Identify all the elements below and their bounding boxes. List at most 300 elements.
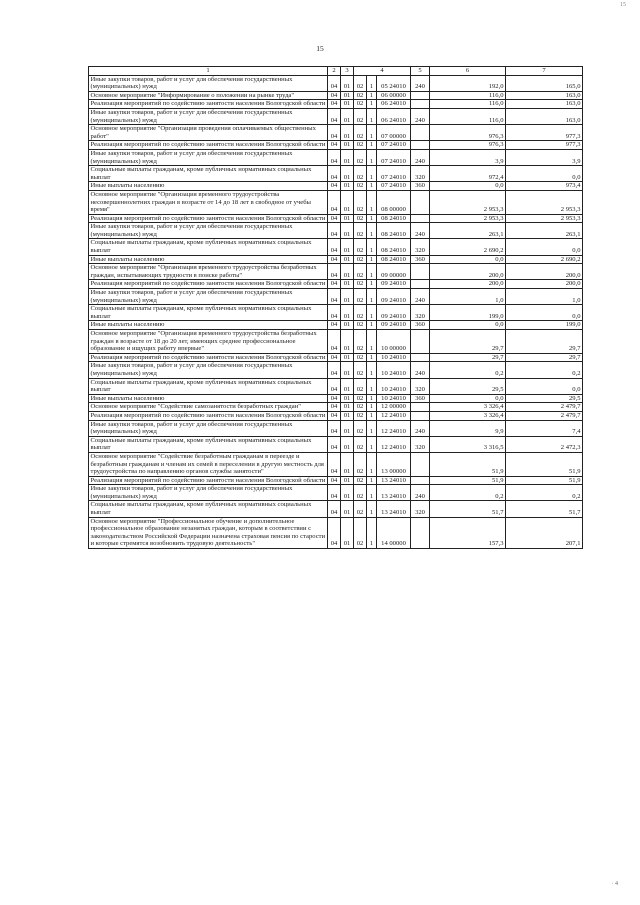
row-value-6: 1,0 [430,289,506,305]
row-value-7: 0,0 [506,305,583,321]
row-code-4-item: 07 24010 [377,166,411,182]
row-code-4-item: 10 00000 [377,330,411,354]
row-code-3: 01 [341,100,354,109]
header-col-5: 5 [411,67,430,76]
row-code-4-item: 08 24010 [377,239,411,255]
row-code-3: 01 [341,436,354,452]
row-code-4-subprogram: 1 [367,362,377,378]
row-value-6: 200,0 [430,264,506,280]
row-code-4-item: 07 24010 [377,182,411,191]
row-code-4-item: 05 24010 [377,75,411,91]
row-value-6: 51,9 [430,452,506,476]
row-code-5 [411,214,430,223]
table-row [89,411,583,420]
row-code-3: 01 [341,149,354,165]
row-value-7: 0,0 [506,166,583,182]
row-value-6: 3 316,5 [430,436,506,452]
row-code-4-item: 12 24010 [377,436,411,452]
row-value-7: 51,7 [506,501,583,517]
table-row [89,141,583,150]
table-row [89,125,583,141]
row-name: Иные выплаты населению [89,394,328,403]
row-code-5 [411,190,430,214]
row-code-4-subprogram: 1 [367,255,377,264]
row-code-4-item: 13 24010 [377,485,411,501]
table-row [89,264,583,280]
table-row [89,517,583,548]
row-code-3: 01 [341,362,354,378]
row-code-5: 320 [411,436,430,452]
row-value-6: 2 690,2 [430,239,506,255]
row-name: Основное мероприятие "Организация временного трудоустройства несовершеннолетних граждан в возрасте от 14 до 18 лет в свободное от учебы время" [89,190,328,214]
row-name: Реализация мероприятий по содействию занятости населения Вологодской области [89,214,328,223]
row-code-4-item: 06 24010 [377,108,411,124]
row-code-3: 01 [341,75,354,91]
row-value-6: 157,3 [430,517,506,548]
row-code-2: 04 [328,141,341,150]
row-code-4-program: 02 [354,517,367,548]
row-code-4-item: 07 24010 [377,141,411,150]
row-code-4-subprogram: 1 [367,476,377,485]
row-code-4-subprogram: 1 [367,239,377,255]
row-value-7: 2 953,3 [506,190,583,214]
row-code-4-subprogram: 1 [367,223,377,239]
row-code-5: 320 [411,501,430,517]
row-code-5 [411,476,430,485]
row-code-5 [411,125,430,141]
row-code-4-subprogram: 1 [367,452,377,476]
table-header-row [89,67,583,76]
row-code-4-subprogram: 1 [367,485,377,501]
row-code-5: 240 [411,420,430,436]
row-code-5: 240 [411,108,430,124]
row-code-4-program: 02 [354,452,367,476]
row-value-7: 0,2 [506,362,583,378]
row-code-4-item: 09 00000 [377,264,411,280]
row-value-7: 2 472,3 [506,436,583,452]
table-row [89,362,583,378]
header-col-4: 4 [354,67,411,76]
row-code-3: 01 [341,223,354,239]
row-name: Иные закупки товаров, работ и услуг для обеспечения государственных (муниципальных) нужд [89,362,328,378]
row-code-5 [411,403,430,412]
row-code-3: 01 [341,280,354,289]
row-name: Иные закупки товаров, работ и услуг для обеспечения государственных (муниципальных) нужд [89,149,328,165]
row-value-7: 2 479,7 [506,411,583,420]
table-row [89,330,583,354]
row-code-2: 04 [328,321,341,330]
row-name: Основное мероприятие "Организация временного трудоустройства безработных граждан в возрасте от 18 до 20 лет, имеющих среднее профессиональное образование и ищущих работу впервые" [89,330,328,354]
table-row [89,305,583,321]
row-code-2: 04 [328,149,341,165]
row-value-6: 51,9 [430,476,506,485]
row-code-3: 01 [341,182,354,191]
row-value-6: 263,1 [430,223,506,239]
row-code-4-item: 08 24010 [377,223,411,239]
row-code-5 [411,411,430,420]
row-code-4-item: 12 24010 [377,420,411,436]
table-row [89,182,583,191]
table-body [89,75,583,548]
row-code-3: 01 [341,289,354,305]
row-value-6: 3 326,4 [430,411,506,420]
row-code-4-item: 07 24010 [377,149,411,165]
row-code-4-subprogram: 1 [367,378,377,394]
row-code-4-item: 10 24010 [377,353,411,362]
row-code-4-subprogram: 1 [367,394,377,403]
row-code-2: 04 [328,182,341,191]
row-code-4-subprogram: 1 [367,264,377,280]
row-code-4-program: 02 [354,255,367,264]
row-code-4-subprogram: 1 [367,125,377,141]
row-code-3: 01 [341,125,354,141]
table-row [89,452,583,476]
row-code-2: 04 [328,100,341,109]
table-row [89,239,583,255]
row-value-6: 116,0 [430,100,506,109]
row-code-4-subprogram: 1 [367,289,377,305]
row-value-6: 116,0 [430,108,506,124]
row-code-2: 04 [328,108,341,124]
row-code-4-program: 02 [354,394,367,403]
row-value-6: 192,0 [430,75,506,91]
row-value-7: 977,3 [506,141,583,150]
row-name: Иные выплаты населению [89,255,328,264]
row-code-4-program: 02 [354,362,367,378]
corner-mark: 15 [620,2,626,8]
row-code-3: 01 [341,353,354,362]
row-code-4-program: 02 [354,501,367,517]
row-code-2: 04 [328,214,341,223]
row-value-7: 163,0 [506,108,583,124]
row-code-4-program: 02 [354,108,367,124]
row-code-3: 01 [341,452,354,476]
row-code-4-item: 06 00000 [377,91,411,100]
table-row [89,100,583,109]
row-code-3: 01 [341,108,354,124]
row-code-4-program: 02 [354,100,367,109]
row-code-4-program: 02 [354,141,367,150]
row-name: Реализация мероприятий по содействию занятости населения Вологодской области [89,411,328,420]
table-row [89,485,583,501]
row-code-4-program: 02 [354,436,367,452]
row-code-2: 04 [328,75,341,91]
row-code-4-program: 02 [354,190,367,214]
table-row [89,403,583,412]
row-value-6: 2 953,3 [430,190,506,214]
row-code-3: 01 [341,403,354,412]
row-name: Реализация мероприятий по содействию занятости населения Вологодской области [89,476,328,485]
row-code-2: 04 [328,403,341,412]
row-code-4-subprogram: 1 [367,214,377,223]
row-code-5: 240 [411,223,430,239]
row-name: Иные закупки товаров, работ и услуг для обеспечения государственных (муниципальных) нужд [89,75,328,91]
row-name: Иные закупки товаров, работ и услуг для обеспечения государственных (муниципальных) нужд [89,108,328,124]
row-code-3: 01 [341,485,354,501]
row-code-2: 04 [328,239,341,255]
row-code-4-item: 09 24010 [377,305,411,321]
row-code-5: 240 [411,485,430,501]
row-value-7: 3,9 [506,149,583,165]
row-code-2: 04 [328,264,341,280]
row-code-3: 01 [341,394,354,403]
row-value-6: 0,0 [430,321,506,330]
table-row [89,149,583,165]
row-code-2: 04 [328,305,341,321]
row-code-4-program: 02 [354,411,367,420]
row-code-2: 04 [328,190,341,214]
row-code-4-item: 10 24010 [377,378,411,394]
row-code-3: 01 [341,264,354,280]
row-name: Иные закупки товаров, работ и услуг для обеспечения государственных (муниципальных) нужд [89,223,328,239]
row-code-4-item: 13 00000 [377,452,411,476]
row-name: Социальные выплаты гражданам, кроме публичных нормативных социальных выплат [89,305,328,321]
row-code-4-program: 02 [354,182,367,191]
row-code-2: 04 [328,420,341,436]
row-value-6: 51,7 [430,501,506,517]
row-code-2: 04 [328,452,341,476]
table-row [89,214,583,223]
row-code-4-item: 09 24010 [377,280,411,289]
row-value-6: 0,0 [430,255,506,264]
row-code-5: 360 [411,394,430,403]
row-code-4-program: 02 [354,125,367,141]
header-col-6: 6 [430,67,506,76]
row-name: Основное мероприятие "Организация проведения оплачиваемых общественных работ" [89,125,328,141]
row-value-6: 0,2 [430,485,506,501]
row-code-3: 01 [341,420,354,436]
row-value-6: 0,0 [430,182,506,191]
row-code-5: 240 [411,289,430,305]
row-code-4-subprogram: 1 [367,100,377,109]
row-value-6: 29,5 [430,378,506,394]
row-code-4-subprogram: 1 [367,190,377,214]
row-code-4-program: 02 [354,321,367,330]
row-value-7: 1,0 [506,289,583,305]
row-code-3: 01 [341,190,354,214]
row-value-7: 2 479,7 [506,403,583,412]
row-value-6: 3 326,4 [430,403,506,412]
row-code-4-subprogram: 1 [367,182,377,191]
row-code-4-program: 02 [354,149,367,165]
row-code-4-program: 02 [354,305,367,321]
table-row [89,75,583,91]
row-code-2: 04 [328,517,341,548]
row-code-4-item: 07 00000 [377,125,411,141]
table-row [89,190,583,214]
row-code-4-program: 02 [354,420,367,436]
row-value-7: 29,7 [506,330,583,354]
table-row [89,436,583,452]
row-code-3: 01 [341,214,354,223]
row-code-5 [411,452,430,476]
row-value-7: 163,0 [506,100,583,109]
row-code-4-program: 02 [354,223,367,239]
row-value-6: 116,0 [430,91,506,100]
row-name: Реализация мероприятий по содействию занятости населения Вологодской области [89,353,328,362]
row-name: Социальные выплаты гражданам, кроме публичных нормативных социальных выплат [89,436,328,452]
row-code-5 [411,100,430,109]
row-code-4-subprogram: 1 [367,141,377,150]
header-col-7: 7 [506,67,583,76]
row-code-4-program: 02 [354,476,367,485]
row-code-4-subprogram: 1 [367,75,377,91]
row-code-2: 04 [328,436,341,452]
row-code-3: 01 [341,330,354,354]
row-name: Основное мероприятие "Содействие безработным гражданам в переезде и безработным гражданам и членам их семей в переселении в другую местность для трудоустройства по направлению органов службы занятости" [89,452,328,476]
table-row [89,280,583,289]
table-row [89,420,583,436]
row-name: Социальные выплаты гражданам, кроме публичных нормативных социальных выплат [89,239,328,255]
row-code-4-subprogram: 1 [367,330,377,354]
row-code-5: 240 [411,362,430,378]
row-code-4-subprogram: 1 [367,403,377,412]
row-code-2: 04 [328,289,341,305]
row-code-2: 04 [328,476,341,485]
row-code-2: 04 [328,411,341,420]
row-code-3: 01 [341,239,354,255]
row-code-2: 04 [328,353,341,362]
row-code-3: 01 [341,305,354,321]
row-code-4-item: 10 24010 [377,394,411,403]
row-name: Основное мероприятие "Профессиональное обучение и дополнительное профессиональное образование незанятых граждан, которым в соответствии с законодательством Российской Федерации назначена страховая пенсия по старости и которые стремятся возобновить трудовую деятельность" [89,517,328,548]
table-row [89,223,583,239]
row-code-4-subprogram: 1 [367,436,377,452]
budget-table [88,66,583,549]
table-row [89,378,583,394]
row-code-3: 01 [341,166,354,182]
row-code-4-item: 13 24010 [377,501,411,517]
table-row [89,353,583,362]
row-code-3: 01 [341,321,354,330]
row-code-4-program: 02 [354,485,367,501]
row-code-5: 360 [411,255,430,264]
row-code-4-subprogram: 1 [367,305,377,321]
row-name: Реализация мероприятий по содействию занятости населения Вологодской области [89,100,328,109]
row-code-3: 01 [341,411,354,420]
row-code-5: 320 [411,305,430,321]
row-code-2: 04 [328,280,341,289]
row-value-6: 2 953,3 [430,214,506,223]
row-code-5 [411,141,430,150]
row-code-5: 240 [411,149,430,165]
header-col-2: 2 [328,67,341,76]
row-code-4-item: 13 24010 [377,476,411,485]
header-col-1: 1 [89,67,328,76]
row-code-3: 01 [341,517,354,548]
row-name: Социальные выплаты гражданам, кроме публичных нормативных социальных выплат [89,378,328,394]
row-code-5: 320 [411,166,430,182]
row-code-2: 04 [328,378,341,394]
row-code-4-subprogram: 1 [367,411,377,420]
row-value-7: 51,9 [506,476,583,485]
row-code-3: 01 [341,378,354,394]
page-number: 15 [316,44,324,53]
row-code-4-program: 02 [354,166,367,182]
footer-mark: · 4 [611,881,618,887]
row-code-4-program: 02 [354,280,367,289]
row-code-5 [411,517,430,548]
row-code-2: 04 [328,362,341,378]
row-code-4-item: 08 24010 [377,255,411,264]
table-row [89,394,583,403]
row-name: Основное мероприятие "Информирование о положении на рынке труда" [89,91,328,100]
row-value-7: 207,1 [506,517,583,548]
row-code-4-program: 02 [354,330,367,354]
row-value-7: 199,0 [506,321,583,330]
row-code-4-program: 02 [354,91,367,100]
row-code-2: 04 [328,485,341,501]
row-code-3: 01 [341,91,354,100]
row-code-5 [411,91,430,100]
row-code-5: 320 [411,239,430,255]
row-value-7: 163,0 [506,91,583,100]
row-name: Реализация мероприятий по содействию занятости населения Вологодской области [89,280,328,289]
row-code-4-item: 08 24010 [377,214,411,223]
row-code-4-item: 12 24010 [377,411,411,420]
row-code-4-item: 09 24010 [377,289,411,305]
table-row [89,289,583,305]
row-code-4-program: 02 [354,403,367,412]
row-name: Основное мероприятие "Содействие самозанятости безработных граждан" [89,403,328,412]
row-value-7: 2 953,3 [506,214,583,223]
table-row [89,108,583,124]
row-value-7: 973,4 [506,182,583,191]
row-value-6: 200,0 [430,280,506,289]
row-value-7: 977,3 [506,125,583,141]
row-name: Иные выплаты населению [89,182,328,191]
row-code-4-subprogram: 1 [367,108,377,124]
row-code-5: 360 [411,182,430,191]
row-code-3: 01 [341,476,354,485]
table-row [89,166,583,182]
table-row [89,255,583,264]
row-code-2: 04 [328,91,341,100]
row-name: Социальные выплаты гражданам, кроме публичных нормативных социальных выплат [89,501,328,517]
row-code-4-subprogram: 1 [367,517,377,548]
row-code-4-program: 02 [354,214,367,223]
table-row [89,476,583,485]
row-code-3: 01 [341,255,354,264]
row-code-4-item: 14 00000 [377,517,411,548]
row-value-7: 0,0 [506,378,583,394]
row-code-4-program: 02 [354,239,367,255]
row-value-6: 972,4 [430,166,506,182]
row-code-5: 240 [411,75,430,91]
row-code-4-item: 12 00000 [377,403,411,412]
row-code-2: 04 [328,223,341,239]
row-code-3: 01 [341,501,354,517]
row-value-7: 200,0 [506,280,583,289]
row-value-6: 976,3 [430,125,506,141]
row-code-5: 360 [411,321,430,330]
table-row [89,91,583,100]
row-name: Иные закупки товаров, работ и услуг для обеспечения государственных (муниципальных) нужд [89,485,328,501]
row-value-6: 199,0 [430,305,506,321]
row-code-4-subprogram: 1 [367,420,377,436]
row-code-5 [411,353,430,362]
row-code-2: 04 [328,330,341,354]
row-value-7: 29,5 [506,394,583,403]
row-code-2: 04 [328,501,341,517]
row-code-3: 01 [341,141,354,150]
table-row [89,321,583,330]
row-value-7: 2 690,2 [506,255,583,264]
row-value-7: 200,0 [506,264,583,280]
table-row [89,501,583,517]
row-value-6: 0,0 [430,394,506,403]
row-code-4-item: 10 24010 [377,362,411,378]
